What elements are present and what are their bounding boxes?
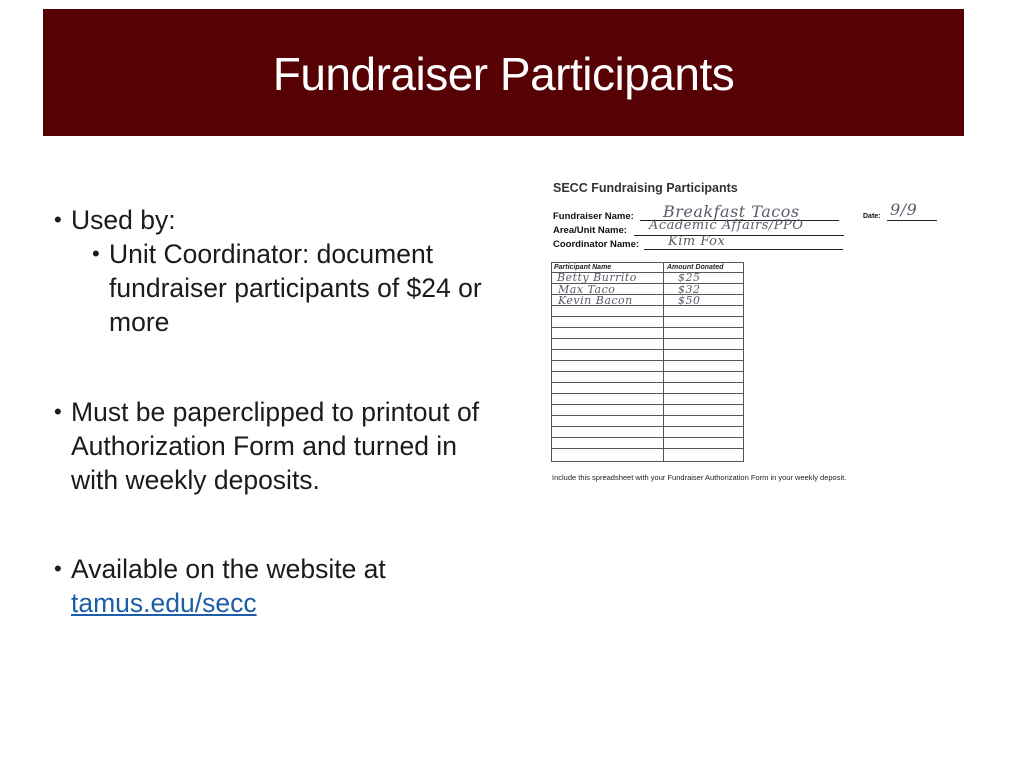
bullet-available: • Available on the website at tamus.edu/secc	[54, 554, 386, 618]
title-banner	[43, 9, 964, 136]
amount-2: $32	[678, 283, 701, 296]
coordinator-value: Kim Fox	[668, 234, 726, 249]
bullet-icon: •	[54, 207, 62, 232]
participant-name-1: Betty Burrito	[557, 271, 637, 284]
secc-website-link[interactable]: tamus.edu/secc	[71, 588, 257, 618]
date-value: 9/9	[890, 200, 918, 219]
form-footer-note: Include this spreadsheet with your Fundraiser Authorization Form in your weekly deposit.	[552, 473, 847, 482]
date-label: Date:	[863, 213, 881, 220]
amount-1: $25	[678, 271, 701, 284]
bullet-list	[54, 203, 514, 620]
area-unit-value: Academic Affairs/PPO	[649, 218, 804, 233]
amount-3: $50	[678, 294, 701, 307]
form-title: SECC Fundraising Participants	[553, 181, 738, 195]
bullet-icon: •	[54, 399, 62, 424]
bullet-icon: •	[54, 556, 62, 581]
slide-title: Fundraiser Participants	[272, 48, 735, 100]
bullet-used-by: • Used by:	[54, 205, 176, 235]
coordinator-label: Coordinator Name:	[553, 239, 640, 250]
bullet-unit-coordinator: • Unit Coordinator: document fundraiser participants of $24 or more	[92, 239, 482, 337]
participant-name-2: Max Taco	[558, 283, 616, 296]
fundraiser-name-label: Fundraiser Name:	[553, 211, 634, 222]
bullet-icon: •	[92, 241, 100, 266]
participant-name-3: Kevin Bacon	[558, 294, 633, 307]
col-amount-header: Amount Donated	[667, 264, 724, 271]
participants-table	[551, 262, 744, 462]
bullet-paperclip: • Must be paperclipped to printout of Authorization Form and turned in with weekly deposits.	[54, 397, 480, 495]
col-participant-header: Participant Name	[554, 264, 612, 271]
area-unit-label: Area/Unit Name:	[553, 225, 627, 236]
fundraiser-name-value: Breakfast Tacos	[663, 202, 800, 221]
